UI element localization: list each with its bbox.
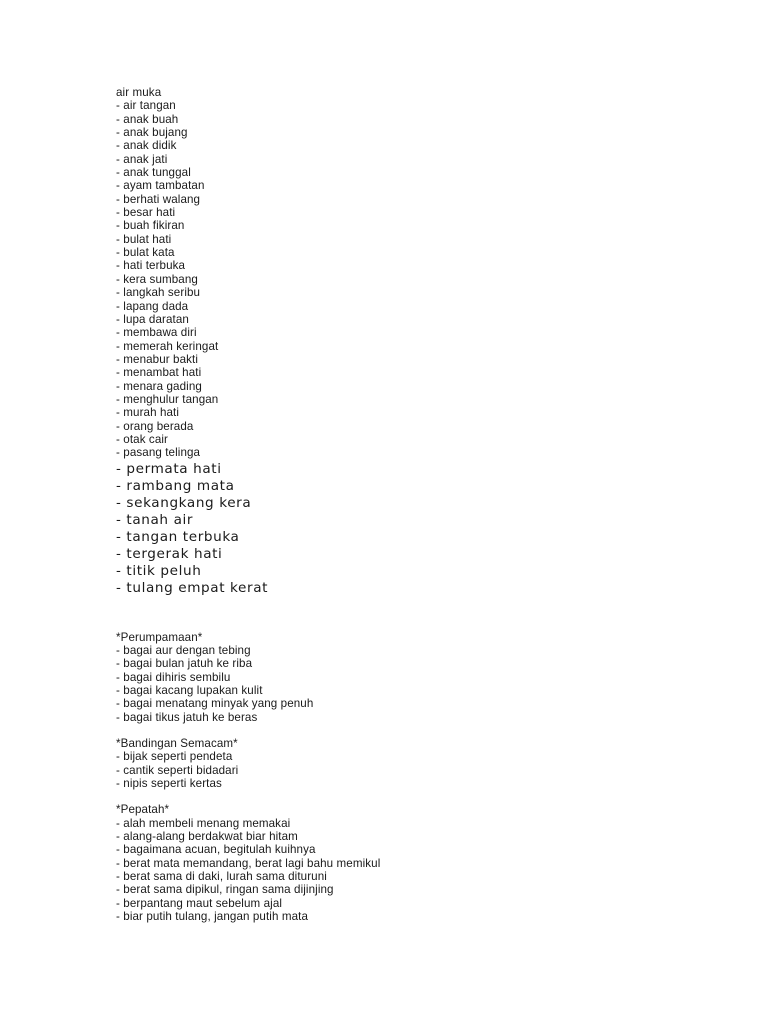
list-item: air muka xyxy=(116,86,162,99)
list-item: - anak bujang xyxy=(116,126,188,140)
list-item: - berat mata memandang, berat lagi bahu memikul xyxy=(116,856,381,870)
list-item: - berat sama dipikul, ringan sama dijinjing xyxy=(116,883,334,897)
list-item: - buah fikiran xyxy=(116,219,185,233)
list-item: - bagai menatang minyak yang penuh xyxy=(116,697,314,711)
list-item: - bagai tikus jatuh ke beras xyxy=(116,710,258,724)
list-item: - langkah seribu xyxy=(116,286,201,300)
list-item: - membawa diri xyxy=(116,326,197,340)
list-item: - anak tunggal xyxy=(116,166,191,180)
idiom-list-large xyxy=(116,461,736,597)
list-item: - lapang dada xyxy=(116,299,189,313)
list-item: - bulat kata xyxy=(116,246,175,260)
list-item: - tulang empat kerat xyxy=(116,579,269,596)
list-item: - kera sumbang xyxy=(116,272,198,286)
list-item: - permata hati xyxy=(116,460,222,477)
list-item: - sekangkang kera xyxy=(116,494,252,511)
list-item: - memerah keringat xyxy=(116,339,219,353)
list-item: - menara gading xyxy=(116,379,202,393)
list-item: - anak didik xyxy=(116,139,177,153)
list-item: - orang berada xyxy=(116,419,194,433)
list-item: - hati terbuka xyxy=(116,259,186,273)
list-item: - bagaimana acuan, begitulah kuihnya xyxy=(116,843,316,857)
list-item: - menabur bakti xyxy=(116,352,199,366)
list-item: - bulat hati xyxy=(116,232,172,246)
list-item: - bagai kacang lupakan kulit xyxy=(116,684,263,697)
list-item: - rambang mata xyxy=(116,477,235,494)
list-item: - cantik seperti bidadari xyxy=(116,763,239,777)
list-item: - biar putih tulang, jangan putih mata xyxy=(116,910,308,924)
list-item: - bagai aur dengan tebing xyxy=(116,643,251,657)
list-item: - otak cair xyxy=(116,432,168,446)
list-item: - berhati walang xyxy=(116,192,201,206)
list-item: - besar hati xyxy=(116,206,176,220)
list-item: - air tangan xyxy=(116,99,176,113)
list-item: - anak buah xyxy=(116,112,179,126)
section-heading: *Bandingan Semacam* xyxy=(116,737,238,751)
list-item: - tangan terbuka xyxy=(116,528,240,545)
list-item: - bagai dihiris sembilu xyxy=(116,670,231,684)
section-perumpamaan xyxy=(116,631,736,724)
list-item: - menghulur tangan xyxy=(116,392,219,406)
section-bandingan-semacam xyxy=(116,737,736,790)
list-item: - alang-alang berdakwat biar hitam xyxy=(116,830,298,844)
section-pepatah xyxy=(116,803,736,923)
list-item: - tergerak hati xyxy=(116,545,223,562)
section-heading: *Perumpamaan* xyxy=(116,630,203,644)
list-item: - bijak seperti pendeta xyxy=(116,750,233,764)
section-heading: *Pepatah* xyxy=(116,803,170,817)
document-page xyxy=(116,86,736,924)
list-item: - pasang telinga xyxy=(116,446,201,460)
list-item: - bagai bulan jatuh ke riba xyxy=(116,657,253,671)
list-item: - berat sama di daki, lurah sama dituruni xyxy=(116,870,327,884)
list-item: - ayam tambatan xyxy=(116,179,205,193)
list-item: - titik peluh xyxy=(116,562,202,579)
list-item: - murah hati xyxy=(116,406,180,420)
list-item: - nipis seperti kertas xyxy=(116,777,222,791)
list-item: - alah membeli menang memakai xyxy=(116,816,291,830)
list-item: - lupa daratan xyxy=(116,312,189,326)
list-item: - berpantang maut sebelum ajal xyxy=(116,896,283,910)
list-item: - menambat hati xyxy=(116,366,202,380)
idiom-list-small xyxy=(116,86,736,460)
list-item: - anak jati xyxy=(116,152,168,166)
list-item: - tanah air xyxy=(116,511,194,528)
